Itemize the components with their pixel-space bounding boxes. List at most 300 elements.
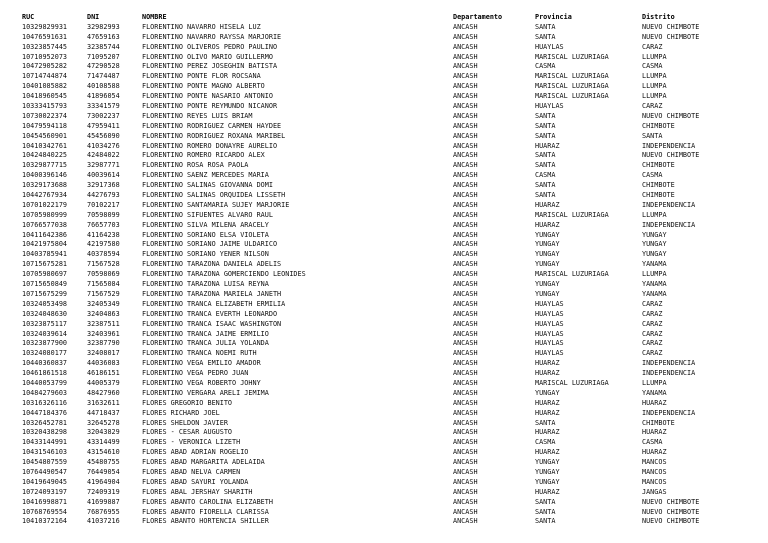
dni-cell: 72409319 xyxy=(87,487,120,496)
nombre-cell: FLORENTINO VEGA PEDRO JUAN xyxy=(142,369,249,378)
nombre-cell: FLORENTINO TRANCA NOEMI RUTH xyxy=(142,349,257,358)
dni-cell: 71565084 xyxy=(87,280,120,289)
nombre-cell: FLORES SHELDON JAVIER xyxy=(142,418,228,427)
nombre-cell: FLORENTINO SALINAS ORQUIDEA LISSETH xyxy=(142,191,286,200)
ruc-cell: 10419649045 xyxy=(22,477,68,486)
ruc-cell: 10454560901 xyxy=(22,131,68,140)
distrito-cell: CHIMBOTE xyxy=(642,418,675,427)
table-row xyxy=(0,161,768,171)
nombre-cell: FLORENTINO VERGARA ARELI JEMIMA xyxy=(142,388,269,397)
ruc-cell: 10329829931 xyxy=(22,22,68,31)
nombre-cell: FLORENTINO TRANCA ELIZABETH ERMILIA xyxy=(142,299,286,308)
distrito-cell: YUNGAY xyxy=(642,240,667,249)
ruc-cell: 10472905282 xyxy=(22,62,68,71)
departamento-cell: ANCASH xyxy=(453,467,478,476)
dni-cell: 32405349 xyxy=(87,299,120,308)
provincia-cell: HUARAZ xyxy=(535,200,560,209)
departamento-cell: ANCASH xyxy=(453,487,478,496)
ruc-cell: 10705980999 xyxy=(22,210,68,219)
distrito-cell: NUEVO CHIMBOTE xyxy=(642,517,700,526)
ruc-cell: 10324039614 xyxy=(22,329,68,338)
dni-cell: 41034276 xyxy=(87,141,120,150)
provincia-cell: SANTA xyxy=(535,497,556,506)
provincia-cell: SANTA xyxy=(535,191,556,200)
departamento-cell: ANCASH xyxy=(453,240,478,249)
nombre-cell: FLORENTINO VEGA ROBERTO JOHNY xyxy=(142,378,261,387)
table-row xyxy=(0,43,768,53)
nombre-cell: FLORES ABAD NELVA CARMEN xyxy=(142,467,241,476)
ruc-cell: 10715650849 xyxy=(22,280,68,289)
nombre-cell: FLORENTINO TARAZONA DANIELA ADELIS xyxy=(142,260,282,269)
distrito-cell: YANAMA xyxy=(642,260,667,269)
departamento-cell: ANCASH xyxy=(453,42,478,51)
distrito-cell: CASMA xyxy=(642,438,663,447)
ruc-cell: 10329877715 xyxy=(22,161,68,170)
distrito-cell: NUEVO CHIMBOTE xyxy=(642,507,700,516)
nombre-cell: FLORENTINO ROMERO DONAYRE AURELIO xyxy=(142,141,278,150)
ruc-cell: 10710952073 xyxy=(22,52,68,61)
distrito-cell: LLUMPA xyxy=(642,72,667,81)
dni-cell: 76657703 xyxy=(87,220,120,229)
nombre-cell: FLORENTINO RODRIGUEZ ROXANA MARIBEL xyxy=(142,131,286,140)
departamento-cell: ANCASH xyxy=(453,230,478,239)
ruc-cell: 10403785941 xyxy=(22,250,68,259)
distrito-cell: LLUMPA xyxy=(642,378,667,387)
ruc-cell: 10730022374 xyxy=(22,111,68,120)
ruc-cell: 10705980697 xyxy=(22,270,68,279)
nombre-cell: FLORENTINO RODRIGUEZ CARMEN HAYDEE xyxy=(142,121,282,130)
table-row xyxy=(0,191,768,201)
dni-cell: 32404863 xyxy=(87,309,120,318)
dni-cell: 41964904 xyxy=(87,477,120,486)
provincia-cell: CASMA xyxy=(535,171,556,180)
distrito-cell: INDEPENDENCIA xyxy=(642,220,696,229)
provincia-cell: MARISCAL LUZURIAGA xyxy=(535,210,609,219)
table-row xyxy=(0,448,768,458)
departamento-cell: ANCASH xyxy=(453,102,478,111)
table-row xyxy=(0,488,768,498)
header-nombre: NOMBRE xyxy=(142,13,167,21)
nombre-cell: FLORENTINO SANTAMARIA SUJEY MARJORIE xyxy=(142,200,290,209)
departamento-cell: ANCASH xyxy=(453,131,478,140)
distrito-cell: INDEPENDENCIA xyxy=(642,408,696,417)
provincia-cell: HUAYLAS xyxy=(535,349,564,358)
nombre-cell: FLORES - CESAR AUGUSTO xyxy=(142,428,233,437)
ruc-cell: 10401085882 xyxy=(22,82,68,91)
departamento-cell: ANCASH xyxy=(453,497,478,506)
provincia-cell: SANTA xyxy=(535,151,556,160)
provincia-cell: HUARAZ xyxy=(535,369,560,378)
dni-cell: 32982993 xyxy=(87,22,120,31)
dni-cell: 32403961 xyxy=(87,329,120,338)
departamento-cell: ANCASH xyxy=(453,319,478,328)
table-row xyxy=(0,260,768,270)
distrito-cell: CARAZ xyxy=(642,329,663,338)
provincia-cell: YUNGAY xyxy=(535,289,560,298)
departamento-cell: ANCASH xyxy=(453,289,478,298)
departamento-cell: ANCASH xyxy=(453,72,478,81)
dni-cell: 70598099 xyxy=(87,210,120,219)
dni-cell: 47659163 xyxy=(87,32,120,41)
provincia-cell: HUARAZ xyxy=(535,359,560,368)
table-row xyxy=(0,240,768,250)
ruc-cell: 10440360837 xyxy=(22,359,68,368)
table-row xyxy=(0,132,768,142)
provincia-cell: SANTA xyxy=(535,22,556,31)
provincia-cell: CASMA xyxy=(535,62,556,71)
ruc-cell: 10416998871 xyxy=(22,497,68,506)
nombre-cell: FLORENTINO SORIANO ELSA VIOLETA xyxy=(142,230,269,239)
table-row xyxy=(0,72,768,82)
provincia-cell: YUNGAY xyxy=(535,230,560,239)
ruc-cell: 10715675299 xyxy=(22,289,68,298)
ruc-cell: 10323877900 xyxy=(22,339,68,348)
nombre-cell: FLORENTINO ROSA ROSA PAOLA xyxy=(142,161,249,170)
header-distrito: Distrito xyxy=(642,13,675,21)
ruc-cell: 10442767934 xyxy=(22,191,68,200)
distrito-cell: CARAZ xyxy=(642,349,663,358)
ruc-cell: 10701022179 xyxy=(22,200,68,209)
provincia-cell: HUAYLAS xyxy=(535,42,564,51)
departamento-cell: ANCASH xyxy=(453,448,478,457)
ruc-cell: 10447184376 xyxy=(22,408,68,417)
departamento-cell: ANCASH xyxy=(453,52,478,61)
ruc-cell: 10400396146 xyxy=(22,171,68,180)
table-row xyxy=(0,142,768,152)
departamento-cell: ANCASH xyxy=(453,181,478,190)
distrito-cell: INDEPENDENCIA xyxy=(642,369,696,378)
distrito-cell: SANTA xyxy=(642,131,663,140)
provincia-cell: MARISCAL LUZURIAGA xyxy=(535,378,609,387)
provincia-cell: MARISCAL LUZURIAGA xyxy=(535,72,609,81)
dni-cell: 32385744 xyxy=(87,42,120,51)
distrito-cell: LLUMPA xyxy=(642,210,667,219)
nombre-cell: FLORENTINO TRANCA JAIME ERMILIO xyxy=(142,329,269,338)
nombre-cell: FLORENTINO NAVARRO HISELA LUZ xyxy=(142,22,261,31)
departamento-cell: ANCASH xyxy=(453,270,478,279)
nombre-cell: FLORENTINO REYES LUIS BRIAM xyxy=(142,111,253,120)
dni-cell: 41164238 xyxy=(87,230,120,239)
ruc-cell: 10320438298 xyxy=(22,428,68,437)
provincia-cell: SANTA xyxy=(535,131,556,140)
departamento-cell: ANCASH xyxy=(453,92,478,101)
dni-cell: 43314499 xyxy=(87,438,120,447)
table-row xyxy=(0,112,768,122)
dni-cell: 47959411 xyxy=(87,121,120,130)
distrito-cell: LLUMPA xyxy=(642,92,667,101)
nombre-cell: FLORES ABAD ADRIAN ROGELIO xyxy=(142,448,249,457)
provincia-cell: YUNGAY xyxy=(535,250,560,259)
provincia-cell: HUAYLAS xyxy=(535,299,564,308)
dni-cell: 44276793 xyxy=(87,191,120,200)
departamento-cell: ANCASH xyxy=(453,339,478,348)
departamento-cell: ANCASH xyxy=(453,161,478,170)
distrito-cell: CARAZ xyxy=(642,339,663,348)
departamento-cell: ANCASH xyxy=(453,408,478,417)
distrito-cell: YUNGAY xyxy=(642,230,667,239)
dni-cell: 70598069 xyxy=(87,270,120,279)
departamento-cell: ANCASH xyxy=(453,171,478,180)
table-row xyxy=(0,270,768,280)
ruc-cell: 10714744874 xyxy=(22,72,68,81)
departamento-cell: ANCASH xyxy=(453,378,478,387)
departamento-cell: ANCASH xyxy=(453,418,478,427)
nombre-cell: FLORENTINO SILVA MILENA ARACELY xyxy=(142,220,269,229)
nombre-cell: FLORENTINO PONTE FLOR ROCSANA xyxy=(142,72,261,81)
nombre-cell: FLORENTINO SALINAS GIOVANNA DOMI xyxy=(142,181,273,190)
provincia-cell: CASMA xyxy=(535,438,556,447)
table-row xyxy=(0,250,768,260)
nombre-cell: FLORENTINO PEREZ JOSEGHIN BATISTA xyxy=(142,62,278,71)
table-row xyxy=(0,389,768,399)
nombre-cell: FLORENTINO PONTE NASARIO ANTONIO xyxy=(142,92,273,101)
distrito-cell: MANCOS xyxy=(642,458,667,467)
provincia-cell: HUARAZ xyxy=(535,408,560,417)
provincia-cell: YUNGAY xyxy=(535,388,560,397)
table-row xyxy=(0,181,768,191)
table-row xyxy=(0,290,768,300)
nombre-cell: FLORENTINO SORIANO YENER NILSON xyxy=(142,250,269,259)
dni-cell: 32408017 xyxy=(87,349,120,358)
distrito-cell: NUEVO CHIMBOTE xyxy=(642,111,700,120)
ruc-cell: 10479594118 xyxy=(22,121,68,130)
table-body xyxy=(0,23,768,527)
provincia-cell: SANTA xyxy=(535,111,556,120)
dni-cell: 71474487 xyxy=(87,72,120,81)
table-row xyxy=(0,320,768,330)
departamento-cell: ANCASH xyxy=(453,121,478,130)
dni-cell: 32987771 xyxy=(87,161,120,170)
provincia-cell: HUAYLAS xyxy=(535,319,564,328)
provincia-cell: MARISCAL LUZURIAGA xyxy=(535,82,609,91)
nombre-cell: FLORENTINO VEGA EMILIO AMADOR xyxy=(142,359,261,368)
nombre-cell: FLORES ABANTO HORTENCIA SHILLER xyxy=(142,517,269,526)
dni-cell: 71567528 xyxy=(87,260,120,269)
provincia-cell: YUNGAY xyxy=(535,458,560,467)
dni-cell: 47290528 xyxy=(87,62,120,71)
distrito-cell: HUARAZ xyxy=(642,428,667,437)
distrito-cell: NUEVO CHIMBOTE xyxy=(642,32,700,41)
ruc-cell: 10433144991 xyxy=(22,438,68,447)
ruc-cell: 10324048630 xyxy=(22,309,68,318)
provincia-cell: HUAYLAS xyxy=(535,102,564,111)
ruc-cell: 10766577038 xyxy=(22,220,68,229)
ruc-cell: 10333415793 xyxy=(22,102,68,111)
nombre-cell: FLORENTINO SORIANO JAIME ULDARICO xyxy=(142,240,278,249)
nombre-cell: FLORES ABAD SAYURI YOLANDA xyxy=(142,477,249,486)
table-row xyxy=(0,517,768,527)
dni-cell: 44005379 xyxy=(87,378,120,387)
ruc-cell: 10768769554 xyxy=(22,507,68,516)
provincia-cell: HUARAZ xyxy=(535,398,560,407)
distrito-cell: CARAZ xyxy=(642,319,663,328)
distrito-cell: NUEVO CHIMBOTE xyxy=(642,22,700,31)
provincia-cell: HUARAZ xyxy=(535,448,560,457)
distrito-cell: MANCOS xyxy=(642,467,667,476)
distrito-cell: CASMA xyxy=(642,62,663,71)
ruc-cell: 10431546103 xyxy=(22,448,68,457)
nombre-cell: FLORES RICHARD JOEL xyxy=(142,408,220,417)
departamento-cell: ANCASH xyxy=(453,22,478,31)
nombre-cell: FLORENTINO TARAZONA MARIELA JANETH xyxy=(142,289,282,298)
departamento-cell: ANCASH xyxy=(453,349,478,358)
departamento-cell: ANCASH xyxy=(453,428,478,437)
distrito-cell: YUNGAY xyxy=(642,250,667,259)
ruc-cell: 10323857445 xyxy=(22,42,68,51)
nombre-cell: FLORENTINO OLIVEROS PEDRO PAULINO xyxy=(142,42,278,51)
table-row xyxy=(0,231,768,241)
nombre-cell: FLORENTINO PONTE MAGNO ALBERTO xyxy=(142,82,265,91)
nombre-cell: FLORES - VERONICA LIZETH xyxy=(142,438,241,447)
table-row xyxy=(0,33,768,43)
departamento-cell: ANCASH xyxy=(453,200,478,209)
distrito-cell: MANCOS xyxy=(642,477,667,486)
departamento-cell: ANCASH xyxy=(453,32,478,41)
nombre-cell: FLORES ABANTO FIORELLA CLARISSA xyxy=(142,507,269,516)
dni-cell: 73002237 xyxy=(87,111,120,120)
provincia-cell: SANTA xyxy=(535,517,556,526)
distrito-cell: INDEPENDENCIA xyxy=(642,200,696,209)
departamento-cell: ANCASH xyxy=(453,507,478,516)
ruc-cell: 10324080177 xyxy=(22,349,68,358)
table-row xyxy=(0,122,768,132)
departamento-cell: ANCASH xyxy=(453,398,478,407)
departamento-cell: ANCASH xyxy=(453,111,478,120)
dni-cell: 40039614 xyxy=(87,171,120,180)
nombre-cell: FLORENTINO TRANCA ISAAC WASHINGTON xyxy=(142,319,282,328)
dni-cell: 71095207 xyxy=(87,52,120,61)
distrito-cell: LLUMPA xyxy=(642,52,667,61)
ruc-cell: 10323875117 xyxy=(22,319,68,328)
dni-cell: 42197580 xyxy=(87,240,120,249)
nombre-cell: FLORENTINO SAENZ MERCEDES MARIA xyxy=(142,171,269,180)
distrito-cell: NUEVO CHIMBOTE xyxy=(642,151,700,160)
provincia-cell: HUAYLAS xyxy=(535,309,564,318)
table-row xyxy=(0,300,768,310)
provincia-cell: HUAYLAS xyxy=(535,329,564,338)
ruc-cell: 10418960545 xyxy=(22,92,68,101)
distrito-cell: LLUMPA xyxy=(642,82,667,91)
departamento-cell: ANCASH xyxy=(453,458,478,467)
table-row xyxy=(0,280,768,290)
dni-cell: 31632611 xyxy=(87,398,120,407)
distrito-cell: JANGAS xyxy=(642,487,667,496)
provincia-cell: HUARAZ xyxy=(535,220,560,229)
departamento-cell: ANCASH xyxy=(453,329,478,338)
dni-cell: 45456090 xyxy=(87,131,120,140)
dni-cell: 70102217 xyxy=(87,200,120,209)
dni-cell: 33341579 xyxy=(87,102,120,111)
provincia-cell: MARISCAL LUZURIAGA xyxy=(535,270,609,279)
distrito-cell: HUARAZ xyxy=(642,398,667,407)
table-row xyxy=(0,508,768,518)
distrito-cell: CARAZ xyxy=(642,102,663,111)
table-row xyxy=(0,171,768,181)
ruc-cell: 10461861518 xyxy=(22,369,68,378)
distrito-cell: CASMA xyxy=(642,171,663,180)
departamento-cell: ANCASH xyxy=(453,191,478,200)
table-row xyxy=(0,330,768,340)
dni-cell: 43154610 xyxy=(87,448,120,457)
ruc-cell: 10410372164 xyxy=(22,517,68,526)
provincia-cell: MARISCAL LUZURIAGA xyxy=(535,92,609,101)
provincia-cell: SANTA xyxy=(535,32,556,41)
distrito-cell: CHIMBOTE xyxy=(642,191,675,200)
table-row xyxy=(0,82,768,92)
departamento-cell: ANCASH xyxy=(453,250,478,259)
table-row xyxy=(0,369,768,379)
ruc-cell: 10316326116 xyxy=(22,398,68,407)
ruc-cell: 10715675281 xyxy=(22,260,68,269)
departamento-cell: ANCASH xyxy=(453,260,478,269)
table-row xyxy=(0,458,768,468)
provincia-cell: HUARAZ xyxy=(535,428,560,437)
table-row xyxy=(0,468,768,478)
departamento-cell: ANCASH xyxy=(453,369,478,378)
table-row xyxy=(0,92,768,102)
header-ruc: RUC xyxy=(22,13,35,21)
departamento-cell: ANCASH xyxy=(453,141,478,150)
dni-cell: 41037216 xyxy=(87,517,120,526)
nombre-cell: FLORENTINO TRANCA JULIA YOLANDA xyxy=(142,339,269,348)
ruc-cell: 10764490547 xyxy=(22,467,68,476)
dni-cell: 42484022 xyxy=(87,151,120,160)
header-departamento: Departamento xyxy=(453,13,503,21)
nombre-cell: FLORENTINO TARAZONA LUISA REYNA xyxy=(142,280,269,289)
table-row xyxy=(0,399,768,409)
table-row xyxy=(0,478,768,488)
dni-cell: 45480755 xyxy=(87,458,120,467)
dni-cell: 32387511 xyxy=(87,319,120,328)
distrito-cell: CARAZ xyxy=(642,42,663,51)
provincia-cell: SANTA xyxy=(535,121,556,130)
ruc-cell: 10411642386 xyxy=(22,230,68,239)
distrito-cell: YANAMA xyxy=(642,388,667,397)
departamento-cell: ANCASH xyxy=(453,299,478,308)
distrito-cell: NUEVO CHIMBOTE xyxy=(642,497,700,506)
departamento-cell: ANCASH xyxy=(453,517,478,526)
dni-cell: 48427960 xyxy=(87,388,120,397)
nombre-cell: FLORENTINO OLIVO MARIO GUILLERMO xyxy=(142,52,273,61)
provincia-cell: YUNGAY xyxy=(535,260,560,269)
departamento-cell: ANCASH xyxy=(453,477,478,486)
provincia-cell: YUNGAY xyxy=(535,240,560,249)
table-row xyxy=(0,339,768,349)
departamento-cell: ANCASH xyxy=(453,280,478,289)
provincia-cell: YUNGAY xyxy=(535,280,560,289)
provincia-cell: SANTA xyxy=(535,161,556,170)
departamento-cell: ANCASH xyxy=(453,151,478,160)
table-row xyxy=(0,379,768,389)
departamento-cell: ANCASH xyxy=(453,82,478,91)
ruc-cell: 10454807559 xyxy=(22,458,68,467)
ruc-cell: 10724093197 xyxy=(22,487,68,496)
nombre-cell: FLORES ABAD MARGARITA ADELAIDA xyxy=(142,458,265,467)
table-row xyxy=(0,151,768,161)
distrito-cell: CHIMBOTE xyxy=(642,181,675,190)
dni-cell: 76449054 xyxy=(87,467,120,476)
table-row xyxy=(0,498,768,508)
dni-cell: 32387790 xyxy=(87,339,120,348)
nombre-cell: FLORENTINO PONTE REYMUNDO NICANOR xyxy=(142,102,278,111)
table-row xyxy=(0,409,768,419)
table-row xyxy=(0,428,768,438)
ruc-cell: 10329173688 xyxy=(22,181,68,190)
dni-cell: 46186151 xyxy=(87,369,120,378)
dni-cell: 32043829 xyxy=(87,428,120,437)
provincia-cell: HUARAZ xyxy=(535,141,560,150)
distrito-cell: CHIMBOTE xyxy=(642,161,675,170)
